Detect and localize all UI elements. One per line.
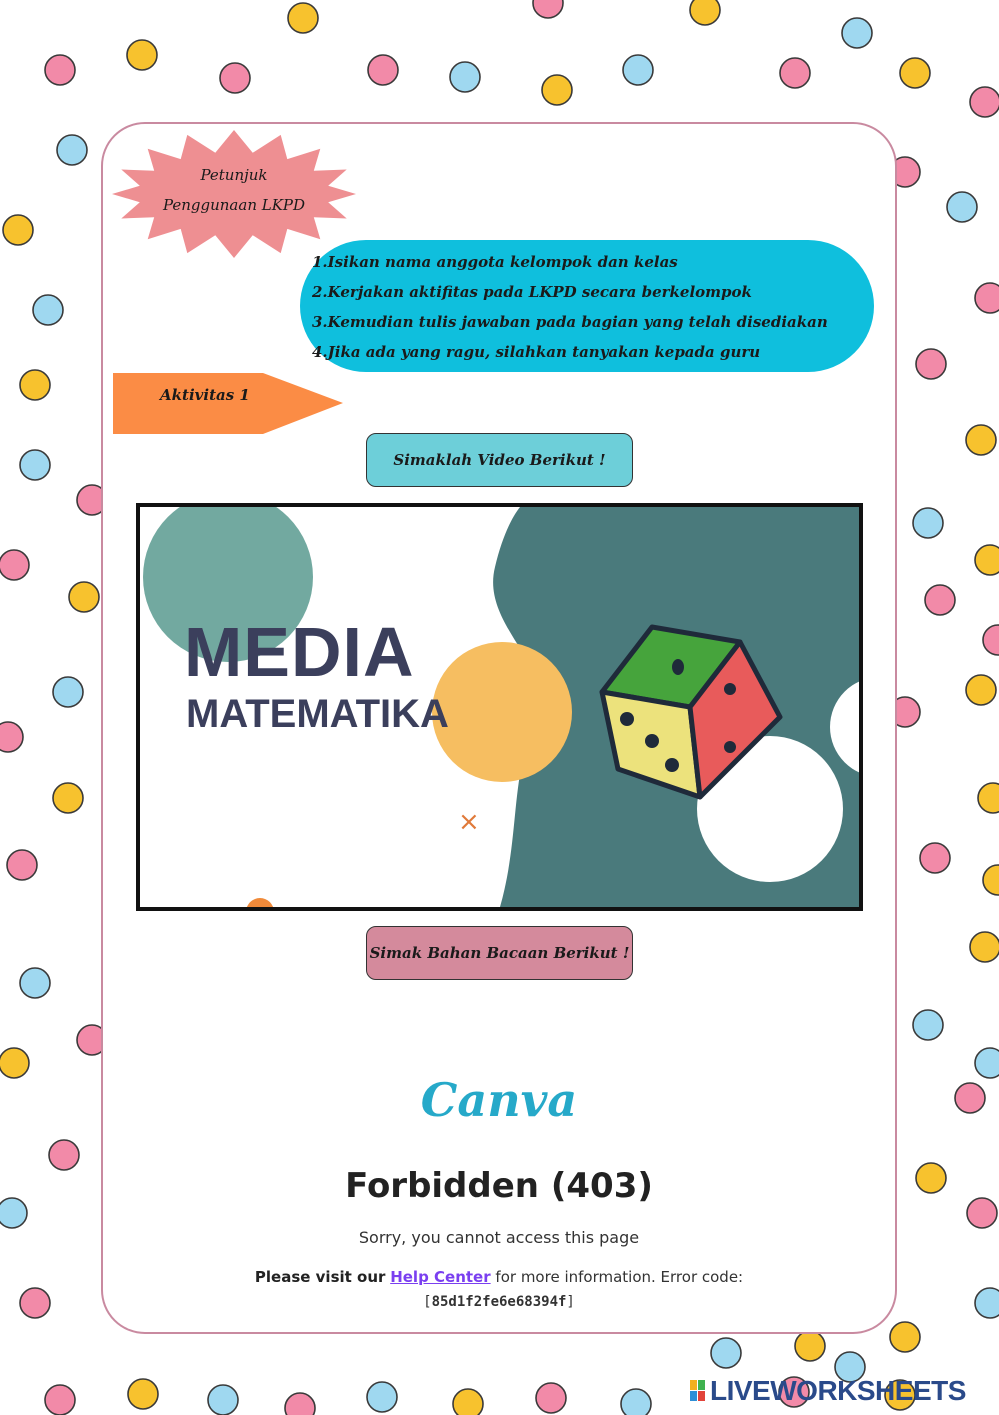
polka-dot bbox=[57, 135, 87, 165]
polka-dot bbox=[285, 1393, 315, 1415]
error-code-value: 85d1f2fe6e68394f bbox=[431, 1294, 567, 1310]
video-player[interactable] bbox=[136, 503, 863, 911]
error-info bbox=[101, 1268, 897, 1286]
canva-logo: Canva bbox=[420, 1073, 578, 1127]
polka-dot bbox=[916, 349, 946, 379]
polka-dot bbox=[970, 87, 999, 117]
error-code: [85d1f2fe6e68394f] bbox=[423, 1294, 575, 1310]
polka-dot bbox=[0, 1048, 29, 1078]
polka-dot bbox=[45, 55, 75, 85]
polka-dot bbox=[533, 0, 563, 18]
polka-dot bbox=[690, 0, 720, 25]
polka-dot bbox=[208, 1385, 238, 1415]
polka-dot bbox=[913, 508, 943, 538]
instruction-item: 4.Jika ada yang ragu, silahkan tanyakan kepada guru bbox=[312, 343, 761, 361]
error-message: Sorry, you cannot access this page bbox=[358, 1228, 640, 1247]
polka-dot bbox=[542, 75, 572, 105]
polka-dot bbox=[795, 1331, 825, 1361]
polka-dot bbox=[7, 850, 37, 880]
polka-dot bbox=[975, 283, 999, 313]
help-center-link[interactable]: Help Center bbox=[390, 1268, 491, 1286]
error-title: Forbidden (403) bbox=[345, 1166, 653, 1206]
reading-heading-button[interactable]: Simak Bahan Bacaan Berikut ! bbox=[366, 926, 633, 980]
polka-dot bbox=[53, 677, 83, 707]
polka-dot bbox=[33, 295, 63, 325]
polka-dot bbox=[0, 1198, 27, 1228]
polka-dot bbox=[978, 783, 999, 813]
polka-dot bbox=[983, 625, 999, 655]
polka-dot bbox=[20, 968, 50, 998]
polka-dot bbox=[3, 215, 33, 245]
polka-dot bbox=[621, 1389, 651, 1415]
error-info-prefix: Please visit our bbox=[254, 1268, 386, 1286]
polka-dot bbox=[966, 425, 996, 455]
polka-dot bbox=[975, 1048, 999, 1078]
instruction-item: 2.Kerjakan aktifitas pada LKPD secara berkelompok bbox=[312, 283, 752, 301]
polka-dot bbox=[450, 62, 480, 92]
polka-dot bbox=[220, 63, 250, 93]
polka-dot bbox=[69, 582, 99, 612]
instructions-panel bbox=[300, 240, 874, 372]
polka-dot bbox=[127, 40, 157, 70]
polka-dot bbox=[20, 1288, 50, 1318]
polka-dot bbox=[367, 1382, 397, 1412]
instruction-item: 3.Kemudian tulis jawaban pada bagian yang telah disediakan bbox=[312, 313, 828, 331]
polka-dot bbox=[453, 1389, 483, 1415]
liveworksheets-wordmark: LIVEWORKSHEETS bbox=[710, 1375, 966, 1406]
liveworksheets-icon bbox=[690, 1380, 706, 1402]
polka-dot bbox=[49, 1140, 79, 1170]
polka-dot bbox=[128, 1379, 158, 1409]
polka-dot bbox=[45, 1385, 75, 1415]
polka-dot bbox=[623, 55, 653, 85]
polka-dot bbox=[288, 3, 318, 33]
badge-line-2: Penggunaan LKPD bbox=[162, 196, 306, 214]
polka-dot bbox=[955, 1083, 985, 1113]
polka-dot bbox=[368, 55, 398, 85]
polka-dot bbox=[780, 58, 810, 88]
video-title-line-2: MATEMATIKA bbox=[186, 692, 449, 736]
polka-dot bbox=[983, 865, 999, 895]
polka-dot bbox=[842, 18, 872, 48]
polka-dot bbox=[970, 932, 999, 962]
instructions-badge-label bbox=[110, 160, 358, 220]
polka-dot bbox=[890, 1322, 920, 1352]
decor-cross-icon: × bbox=[458, 807, 480, 837]
polka-dot bbox=[711, 1338, 741, 1368]
video-heading-button[interactable]: Simaklah Video Berikut ! bbox=[366, 433, 633, 487]
polka-dot bbox=[975, 545, 999, 575]
liveworksheets-logo[interactable] bbox=[690, 1374, 966, 1408]
polka-dot bbox=[53, 783, 83, 813]
polka-dot bbox=[0, 722, 23, 752]
polka-dot bbox=[20, 450, 50, 480]
error-info-suffix: for more information. Error code: bbox=[495, 1268, 744, 1286]
polka-dot bbox=[20, 370, 50, 400]
polka-dot bbox=[967, 1198, 997, 1228]
instruction-item: 1.Isikan nama anggota kelompok dan kelas bbox=[312, 253, 678, 271]
polka-dot bbox=[900, 58, 930, 88]
video-title-line-1: MEDIA bbox=[184, 613, 415, 691]
polka-dot bbox=[913, 1010, 943, 1040]
polka-dot bbox=[536, 1383, 566, 1413]
polka-dot bbox=[947, 192, 977, 222]
polka-dot bbox=[925, 585, 955, 615]
polka-dot bbox=[966, 675, 996, 705]
activity-label: Aktivitas 1 bbox=[160, 386, 250, 404]
polka-dot bbox=[0, 550, 29, 580]
polka-dot bbox=[975, 1288, 999, 1318]
polka-dot bbox=[916, 1163, 946, 1193]
polka-dot bbox=[920, 843, 950, 873]
badge-line-1: Petunjuk bbox=[200, 166, 268, 184]
